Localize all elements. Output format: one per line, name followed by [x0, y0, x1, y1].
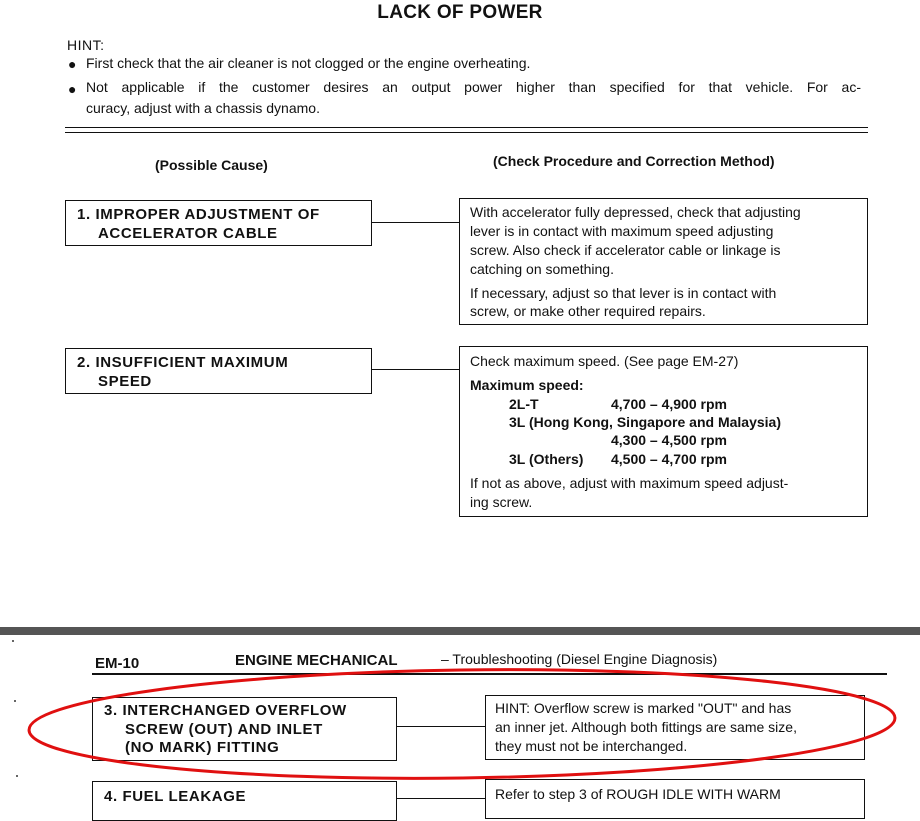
page-number: EM-10	[95, 655, 140, 672]
proc-1-line3: screw. Also check if accelerator cable or linkage is	[470, 242, 781, 258]
cause-3-line3: (NO MARK) FITTING	[125, 739, 280, 756]
cause-1-line1: 1. IMPROPER ADJUSTMENT OF	[77, 206, 320, 223]
cause-3-line2: SCREW (OUT) AND INLET	[125, 721, 323, 738]
section-subtitle: – Troubleshooting (Diesel Engine Diagnosis)	[441, 651, 718, 667]
proc-2-check: Check maximum speed. (See page EM-27)	[470, 353, 739, 369]
column-heading-procedure: (Check Procedure and Correction Method)	[493, 153, 775, 169]
cause-3-line1: 3. INTERCHANGED OVERFLOW	[104, 702, 347, 719]
divider	[65, 132, 868, 133]
proc-4-line1: Refer to step 3 of ROUGH IDLE WITH WARM	[495, 786, 781, 802]
scan-speck	[12, 640, 14, 642]
proc-2-note1: If not as above, adjust with maximum speed adjust-	[470, 475, 789, 491]
connector-line	[372, 222, 460, 223]
spec-rpm: 4,500 – 4,700 rpm	[611, 451, 727, 467]
proc-1-line5: If necessary, adjust so that lever is in contact with	[470, 285, 777, 301]
cause-1-line2: ACCELERATOR CABLE	[98, 225, 278, 242]
proc-3-line3: they must not be interchanged.	[495, 738, 688, 754]
procedure-box-1	[459, 198, 868, 325]
bullet-icon: ●	[68, 81, 77, 97]
cause-2-line2: SPEED	[98, 373, 152, 390]
hint-bullet-2-cont: curacy, adjust with a chassis dynamo.	[86, 100, 320, 116]
procedure-box-2	[459, 346, 868, 517]
page-title: LACK OF POWER	[377, 2, 543, 23]
hint-bullet-2: Not applicable if the customer desires an output power higher than specified for that vehicle. For ac-	[86, 79, 861, 95]
spec-rpm: 4,700 – 4,900 rpm	[611, 396, 727, 412]
proc-1-line2: lever is in contact with maximum speed adjusting	[470, 223, 774, 239]
proc-1-line6: screw, or make other required repairs.	[470, 303, 706, 319]
spec-model: 2L-T	[509, 396, 539, 412]
cause-box-2	[65, 348, 372, 394]
cause-box-1	[65, 200, 372, 246]
proc-3-line1: HINT: Overflow screw is marked "OUT" and has	[495, 700, 792, 716]
proc-3-line2: an inner jet. Although both fittings are same size,	[495, 719, 797, 735]
section-title: ENGINE MECHANICAL	[235, 652, 398, 669]
proc-1-line4: catching on something.	[470, 261, 614, 277]
hint-bullet-1: First check that the air cleaner is not clogged or the engine overheating.	[86, 55, 531, 71]
connector-line	[372, 369, 460, 370]
page-break-band	[0, 627, 920, 635]
divider	[65, 127, 868, 128]
cause-4-line1: 4. FUEL LEAKAGE	[104, 788, 247, 805]
annotation-ellipse	[0, 660, 920, 801]
hint-label: HINT:	[67, 37, 105, 53]
bullet-icon: ●	[68, 56, 77, 72]
spec-label: Maximum speed:	[470, 377, 584, 393]
cause-2-line1: 2. INSUFFICIENT MAXIMUM	[77, 354, 289, 371]
proc-1-line1: With accelerator fully depressed, check that adjusting	[470, 204, 801, 220]
spec-rpm: 4,300 – 4,500 rpm	[611, 432, 727, 448]
column-heading-cause: (Possible Cause)	[155, 157, 268, 173]
spec-model: 3L (Hong Kong, Singapore and Malaysia)	[509, 414, 781, 430]
spec-model: 3L (Others)	[509, 451, 584, 467]
proc-2-note2: ing screw.	[470, 494, 533, 510]
